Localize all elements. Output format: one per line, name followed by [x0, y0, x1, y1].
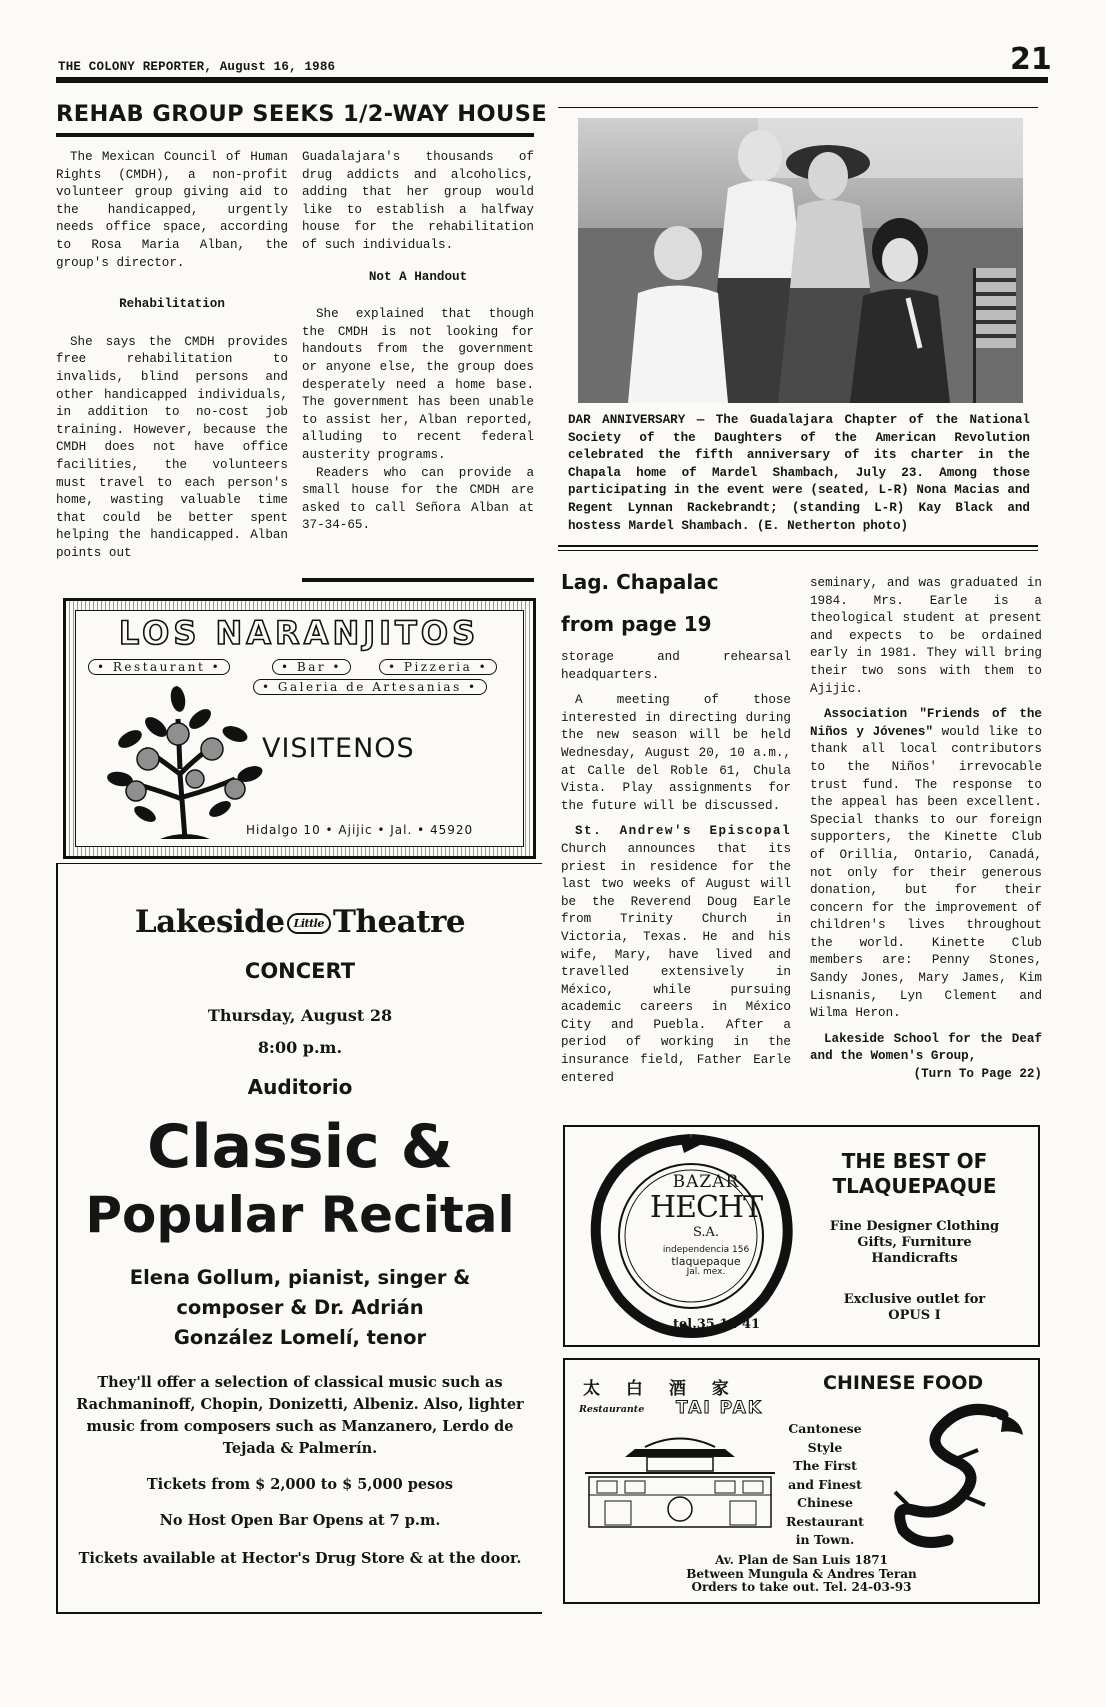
ticket-outlets: Tickets available at Hector's Drug Store & at the door. — [78, 1550, 522, 1567]
chapala-paragraph — [561, 823, 791, 1087]
bazar-item: Gifts, Furniture — [857, 1235, 972, 1250]
caption-rule — [558, 545, 1038, 547]
taipak-label: Restaurante — [579, 1404, 645, 1415]
bazar-addr-line: Jal. mex. — [686, 1267, 726, 1277]
tag-pizzeria: • Pizzeria • — [379, 659, 497, 675]
taipak-addr-line: Orders to take out. Tel. 24-03-93 — [691, 1580, 912, 1594]
bazar-headline-2: TLAQUEPAQUE — [832, 1174, 997, 1198]
photo-caption — [568, 412, 1030, 535]
chapala-paragraph — [810, 706, 1042, 1023]
chapala-column-1 — [561, 649, 791, 1087]
dar-photo — [578, 118, 1023, 403]
ad-lakeside-theatre — [56, 863, 542, 1614]
association-lead: Association "Friends of the Niños y Jóvenes" — [810, 707, 1042, 739]
taipak-desc-line: Restaurant — [786, 1513, 864, 1529]
naranjitos-address: Hidalgo 10 • Ajijic • Jal. • 45920 — [246, 823, 474, 837]
theatre-logo — [58, 904, 542, 940]
rehab-column-2 — [302, 149, 534, 535]
chapala-headline-1: Lag. Chapalac — [561, 570, 719, 594]
jump-line: (Turn To Page 22) — [913, 1067, 1042, 1082]
headline-rule — [56, 133, 534, 137]
bazar-outlet-line: Exclusive outlet for — [843, 1292, 986, 1307]
concert-venue: Auditorio — [247, 1075, 353, 1099]
bazar-phone: tel.35 12 41 — [673, 1317, 761, 1332]
taipak-desc-line: Cantonese — [788, 1421, 862, 1436]
rehab-headline: REHAB GROUP SEEKS 1/2-WAY HOUSE — [56, 101, 548, 127]
chapala-column-2 — [810, 575, 1042, 1084]
taipak-desc-line: and Finest — [788, 1476, 862, 1492]
masthead-title: THE COLONY REPORTER, August 16, 1986 — [58, 60, 336, 74]
taipak-addr-line: Between Mungula & Andres Teran — [686, 1566, 917, 1581]
tag-restaurant: • Restaurant • — [88, 659, 230, 675]
caption-lead: DAR ANNIVERSARY — [568, 413, 686, 427]
chapala-paragraph: A meeting of those interested in directing during the new season will be held Wednesday, August 20, 10 a.m., at Calle del Roble 61, Chula Vista. Play assignments for the future will be discussed. — [561, 693, 791, 813]
logo-theatre: Theatre — [332, 904, 466, 940]
bazar-logo-addr — [649, 1245, 763, 1278]
taipak-description — [770, 1420, 880, 1550]
ad-tai-pak — [563, 1358, 1040, 1604]
rehab-column-1 — [56, 149, 288, 562]
recital-title-1: Classic & — [147, 1112, 453, 1182]
orange-tree-icon — [100, 679, 270, 844]
naranjitos-name: LOS NARANJITOS — [118, 614, 480, 652]
naranjitos-slogan: VISITENOS — [262, 733, 415, 764]
taipak-desc-line: in Town. — [795, 1532, 855, 1547]
ad-bazar-hecht — [563, 1125, 1040, 1347]
bar-info: No Host Open Bar Opens at 7 p.m. — [159, 1512, 441, 1529]
rehab-paragraph: Readers who can provide a small house for the CMDH are asked to call Señora Alban at 37-34-65. — [302, 465, 534, 533]
performers — [78, 1263, 522, 1353]
bazar-outlet — [802, 1292, 1027, 1324]
school-lead: Lakeside School — [824, 1031, 939, 1046]
column-end-rule — [302, 578, 534, 582]
concert-label: CONCERT — [244, 959, 356, 983]
rehab-paragraph: The Mexican Council of Human Rights (CMDH), a non-profit volunteer group giving aid to the handicapped, urgently needs office space, according to Rosa Maria Alban, the group's director. — [56, 150, 288, 270]
bazar-headline-1: THE BEST OF — [841, 1149, 988, 1173]
chapala-paragraph: seminary, and was graduated in 1984. Mrs. Earle is a theological student at present and expects to be ordained early in 1981. They will bring their two sons with them to Ajijic. — [810, 576, 1042, 696]
program-description: They'll offer a selection of classical music such as Rachmaninoff, Chopin, Donizetti, Albeniz. Also, lighter music from composers such as Manzanero, Lerdo de Tejada & Palmerín. — [76, 1374, 524, 1457]
page-number: 21 — [1010, 42, 1052, 77]
church-text: Church announces that its priest in residence for the last two weeks of August will be the Reverend Doug Earle from Trinity Church in Victoria, Texas. He and his wife, Mary, have lived and travelled extensively in México, while pursuing academic careers in México City and Puebla. After a period of working in the insurance field, Father Earle entered — [561, 841, 791, 1085]
bazar-addr-line: independencia 156 — [662, 1245, 750, 1255]
tag-bar: • Bar • — [272, 659, 351, 675]
concert-date: Thursday, August 28 — [207, 1006, 393, 1025]
taipak-headline: CHINESE FOOD — [823, 1372, 984, 1394]
photo-illustration — [578, 118, 1023, 403]
ad-los-naranjitos — [63, 598, 536, 859]
little-badge: Little — [287, 913, 331, 934]
taipak-chinese: 太 白 酒 家 — [583, 1379, 739, 1399]
recital-title-2: Popular Recital — [85, 1186, 515, 1244]
taipak-desc-line: The First — [793, 1458, 857, 1473]
rehab-paragraph: She says the CMDH provides free rehabilitation to invalids, blind persons and other handicapped individuals, in addition to no-cost job training. However, because the CMDH does not have office facilities, the volunteers must travel to each person's home, wasting valuable time that could be better spent helping the handicapped. Alban points out — [56, 334, 288, 560]
masthead-rule — [56, 77, 1048, 83]
bazar-addr-line: tlaquepaque — [671, 1255, 741, 1268]
rehab-paragraph: She explained that though the CMDH is not looking for handouts from the government or anyone else, the group does desperately need a home base. The government has been unable to assist her, Alban reported, alluding to recent federal austerity programs. — [302, 307, 534, 462]
chapala-headline-2: from page 19 — [561, 612, 712, 636]
logo-lakeside: Lakeside — [134, 904, 285, 940]
association-text: would like to thank all local contributors to the Niños' irrevocable trust fund. The response to the appeal has been excellent. Special thanks to our foreign supporters, the Kinette Club of Orillia, Ontario, Canadá, not only for their generous donation, but for their concern for the improvement of children's lives throughout the world. Kinette Club members are: Penny Stones, Sandy Jones, Mary James, Kim Lisnanis, Lyn Clement and Wilma Heron. — [810, 724, 1042, 1021]
restaurant-building-icon — [585, 1425, 775, 1530]
bazar-item: Handicrafts — [871, 1251, 958, 1266]
dragon-icon — [883, 1400, 1031, 1550]
performers-line: Elena Gollum, pianist, singer & — [129, 1266, 471, 1289]
taipak-address — [575, 1554, 1028, 1595]
taipak-name: TAI PAK — [676, 1398, 763, 1418]
bazar-items — [802, 1219, 1027, 1267]
photo-top-rule — [558, 107, 1038, 108]
caption-text: — The Guadalajara Chapter of the National Society of the Daughters of the American Revolution celebrated the fifth anniversary of its charter in the Chapala home of Mardel Shambach, July 23. Among those participating in the event were (seated, L-R) Nona Macias and Regent Lynnan Rackebrandt; (standing L-R) Kay Black and hostess Mardel Shambach. (E. Netherton photo) — [568, 413, 1030, 533]
church-lead: St. Andrew's Episcopal — [575, 824, 791, 839]
rehab-subhead: Not A Handout — [368, 269, 468, 284]
bazar-outlet-line: OPUS I — [888, 1308, 941, 1323]
rehab-subhead: Rehabilitation — [119, 297, 225, 312]
taipak-addr-line: Av. Plan de San Luis 1871 — [715, 1553, 888, 1567]
school-text: for the Deaf and the Women's Group, — [810, 1031, 1042, 1064]
tag-galeria: • Galeria de Artesanias • — [253, 679, 487, 695]
ticket-prices: Tickets from $ 2,000 to $ 5,000 pesos — [146, 1476, 454, 1493]
bazar-logo-top: BAZAR — [672, 1172, 740, 1192]
bazar-logo-main: HECHT — [649, 1190, 763, 1225]
taipak-desc-line: Style — [807, 1439, 843, 1455]
taipak-desc-line: Chinese — [797, 1495, 853, 1510]
rehab-paragraph: Guadalajara's thousands of drug addicts and alcoholics, adding that her group would like to establish a halfway house for the rehabilitation of such individuals. — [302, 150, 534, 252]
chapala-paragraph: storage and rehearsal headquarters. — [561, 650, 791, 682]
performers-line: González Lomelí, tenor — [173, 1326, 427, 1349]
bazar-item: Fine Designer Clothing — [829, 1219, 1000, 1234]
chapala-paragraph — [810, 1031, 1042, 1066]
caption-rule-thin — [558, 550, 1038, 551]
performers-line: composer & Dr. Adrián — [176, 1296, 424, 1319]
bazar-logo-sa: S.A. — [692, 1225, 720, 1240]
concert-time: 8:00 p.m. — [257, 1038, 343, 1057]
